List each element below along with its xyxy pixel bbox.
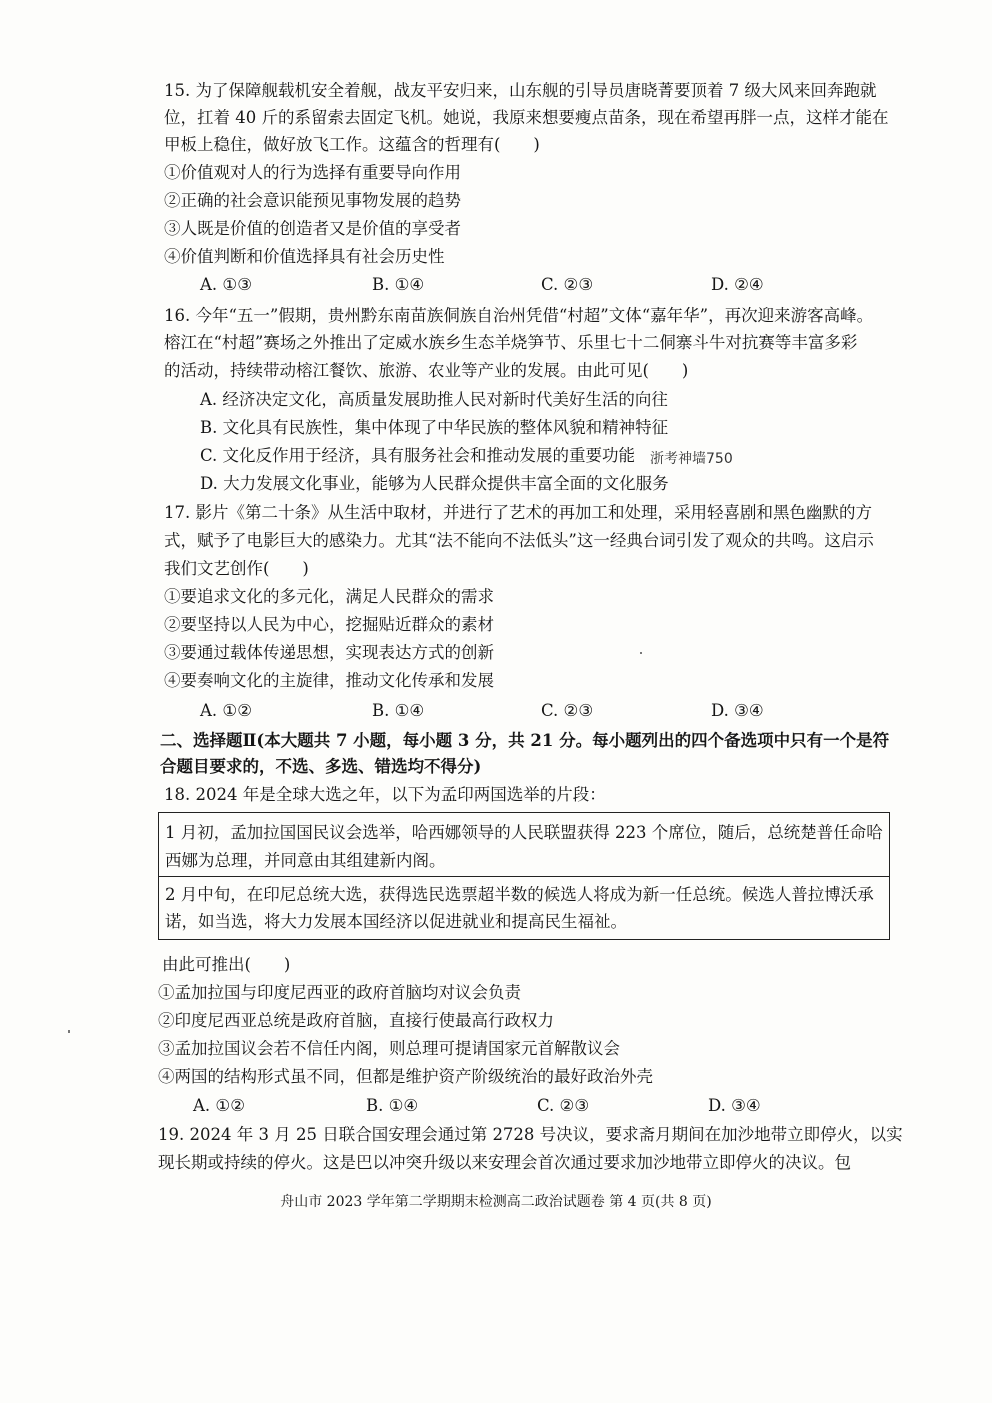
q15-option-a[interactable]: A. ①③ xyxy=(200,275,252,294)
q18-option-b[interactable]: B. ①④ xyxy=(366,1096,419,1115)
q16-choice-c[interactable]: C. 文化反作用于经济，具有服务社会和推动发展的重要功能 xyxy=(200,446,636,465)
q18-stem: 18. 2024 年是全球大选之年，以下为孟印两国选举的片段： xyxy=(164,785,606,804)
q15-stem-line-1: 15. 为了保障舰载机安全着舰，战友平安归来，山东舰的引导员唐晓菁要顶着 7 级大风来回奔跑就 xyxy=(164,81,877,100)
q15-option-d[interactable]: D. ②④ xyxy=(711,275,764,294)
scan-speck xyxy=(68,1030,70,1033)
q17-item-1: ①要追求文化的多元化，满足人民群众的需求 xyxy=(164,587,494,606)
q15-stem-line-3: 甲板上稳住，做好放飞工作。这蕴含的哲理有( ) xyxy=(164,135,540,154)
q15-item-2: ②正确的社会意识能预见事物发展的趋势 xyxy=(164,191,461,210)
q15-item-1: ①价值观对人的行为选择有重要导向作用 xyxy=(164,163,461,182)
handwritten-watermark: 浙考神墙750 xyxy=(650,451,733,467)
q18-option-d[interactable]: D. ③④ xyxy=(708,1096,761,1115)
q18-option-c[interactable]: C. ②③ xyxy=(537,1096,590,1115)
q16-choice-a[interactable]: A. 经济决定文化，高质量发展助推人民对新时代美好生活的向往 xyxy=(200,390,668,409)
q16-stem-line-3: 的活动，持续带动榕江餐饮、旅游、农业等产业的发展。由此可见( ) xyxy=(164,361,689,380)
q18-box1-line-1: 1 月初，孟加拉国国民议会选举，哈西娜领导的人民联盟获得 223 个席位，随后，总统楚普任命哈 xyxy=(165,823,883,842)
q18-box1-line-2: 西娜为总理，并同意由其组建新内阁。 xyxy=(165,851,446,870)
q17-stem-line-2: 式，赋予了电影巨大的感染力。尤其“法不能向不法低头”这一经典台词引发了观众的共鸣。这启示 xyxy=(164,531,874,550)
q17-item-4: ④要奏响文化的主旋律，推动文化传承和发展 xyxy=(164,671,494,690)
scan-speck xyxy=(640,652,642,654)
q17-option-d[interactable]: D. ③④ xyxy=(711,701,764,720)
q17-item-3: ③要通过载体传递思想，实现表达方式的创新 xyxy=(164,643,494,662)
q18-box2-line-2: 诺，如当选，将大力发展本国经济以促进就业和提高民生福祉。 xyxy=(165,912,627,931)
q18-lead: 由此可推出( ) xyxy=(162,955,291,974)
q17-stem-line-1: 17. 影片《第二十条》从生活中取材，并进行了艺术的再加工和处理，采用轻喜剧和黑色幽默的方 xyxy=(164,503,872,522)
q18-item-2: ②印度尼西亚总统是政府首脑，直接行使最高行政权力 xyxy=(158,1011,554,1030)
q17-option-c[interactable]: C. ②③ xyxy=(541,701,594,720)
q18-box2-line-1: 2 月中旬，在印尼总统大选，获得选民选票超半数的候选人将成为新一任总统。候选人普拉博沃承 xyxy=(165,885,874,904)
page-footer: 舟山市 2023 学年第二学期期末检测高二政治试题卷 第 4 页(共 8 页) xyxy=(280,1194,712,1210)
section-2-line-1: 二、选择题Ⅱ(本大题共 7 小题，每小题 3 分，共 21 分。每小题列出的四个备选项中只有一个是符 xyxy=(160,731,890,750)
q16-stem-line-2: 榕江在“村超”赛场之外推出了定威水族乡生态羊烧笋节、乐里七十二侗寨斗牛对抗赛等丰富多彩 xyxy=(164,333,858,352)
q17-option-a[interactable]: A. ①② xyxy=(200,701,252,720)
section-2-line-2: 合题目要求的，不选、多选、错选均不得分) xyxy=(160,757,482,776)
q16-choice-b[interactable]: B. 文化具有民族性，集中体现了中华民族的整体风貌和精神特征 xyxy=(200,418,669,437)
q19-stem-line-1: 19. 2024 年 3 月 25 日联合国安理会通过第 2728 号决议，要求斋月期间在加沙地带立即停火，以实 xyxy=(158,1125,903,1144)
q16-stem-line-1: 16. 今年“五一”假期，贵州黔东南苗族侗族自治州凭借“村超”文体“嘉年华”，再次迎来游客高峰。 xyxy=(164,306,874,325)
q17-item-2: ②要坚持以人民为中心，挖掘贴近群众的素材 xyxy=(164,615,494,634)
q18-item-4: ④两国的结构形式虽不同，但都是维护资产阶级统治的最好政治外壳 xyxy=(158,1067,653,1086)
q15-stem-line-2: 位，扛着 40 斤的系留索去固定飞机。她说，我原来想要瘦点苗条，现在希望再胖一点，这样才能在 xyxy=(164,108,889,127)
q15-option-b[interactable]: B. ①④ xyxy=(372,275,425,294)
q15-item-4: ④价值判断和价值选择具有社会历史性 xyxy=(164,247,445,266)
q19-stem-line-2: 现长期或持续的停火。这是巴以冲突升级以来安理会首次通过要求加沙地带立即停火的决议。包 xyxy=(158,1153,851,1172)
q17-stem-line-3: 我们文艺创作( ) xyxy=(164,559,309,578)
q16-choice-d[interactable]: D. 大力发展文化事业，能够为人民群众提供丰富全面的文化服务 xyxy=(200,474,669,493)
q18-box-divider xyxy=(159,876,889,877)
q18-item-3: ③孟加拉国议会若不信任内阁，则总理可提请国家元首解散议会 xyxy=(158,1039,620,1058)
q18-item-1: ①孟加拉国与印度尼西亚的政府首脑均对议会负责 xyxy=(158,983,521,1002)
q15-item-3: ③人既是价值的创造者又是价值的享受者 xyxy=(164,219,461,238)
q18-option-a[interactable]: A. ①② xyxy=(193,1096,245,1115)
q15-option-c[interactable]: C. ②③ xyxy=(541,275,594,294)
q18-excerpt-box xyxy=(158,812,890,940)
q17-option-b[interactable]: B. ①④ xyxy=(372,701,425,720)
